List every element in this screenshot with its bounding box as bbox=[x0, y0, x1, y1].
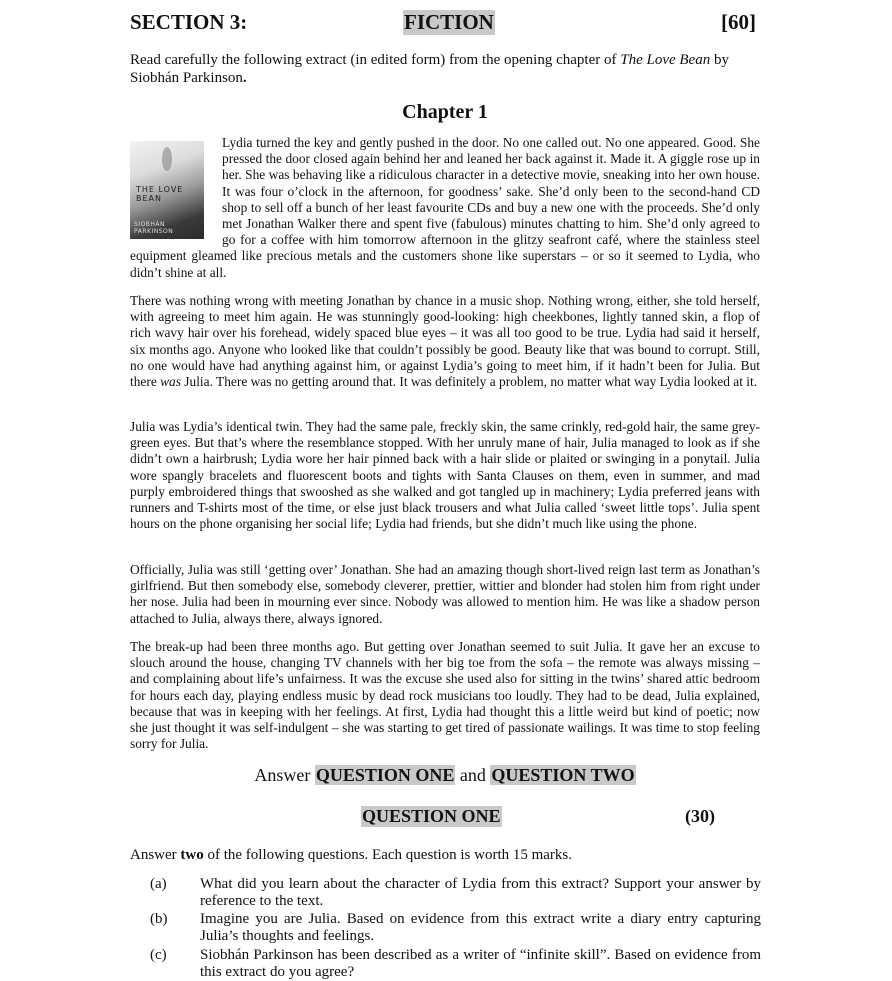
paragraph-3 bbox=[130, 419, 760, 532]
answer-q2: QUESTION TWO bbox=[491, 765, 635, 785]
question-item-c bbox=[150, 947, 761, 981]
question-text: Siobhán Parkinson has been described as a writer of “infinite skill”. Based on evidence from this extract do you agree? bbox=[200, 947, 761, 980]
paragraph-2-text-b: Julia. There was no getting around that. It was definitely a problem, no matter what way Lydia looked at it. bbox=[180, 374, 758, 390]
answer-instruction bbox=[130, 765, 760, 786]
cover-spacer bbox=[130, 135, 222, 247]
answer-two-bold: two bbox=[180, 847, 204, 863]
answer-two-post: of the following questions. Each question is worth 15 marks. bbox=[203, 847, 573, 863]
intro-text bbox=[130, 51, 760, 87]
paragraph-2-text-a: There was nothing wrong with meeting Jonathan by chance in a music shop. Nothing wrong, either, she told herself, with agreeing to meet him again. He was stunningly good-looking: high cheekbones, lightly tanned skin, a flop of rich wavy hair over his forehead, widely spaced blue eyes – it was all too good to be true. Lydia had said it herself, six months ago. Anyone who looked like that couldn’t possibly be good. Beauty like that was bound to corrupt. Still, no one would have had anything against him, or against Lydia’s going to meet him, if it hadn’t been for Julia. But there bbox=[130, 293, 760, 390]
paragraph-5 bbox=[130, 639, 760, 752]
question-item-b bbox=[150, 911, 761, 945]
answer-and: and bbox=[455, 765, 491, 785]
section-header bbox=[130, 10, 760, 36]
answer-q1: QUESTION ONE bbox=[315, 765, 455, 785]
paragraph-3-text: Julia was Lydia’s identical twin. They had the same pale, freckly skin, the same crinkly, red-gold hair, the same grey-green eyes. But that’s where the resemblance stopped. With her unruly mane of hair, Julia managed to look as if she didn’t own a hairbrush; Lydia wore her hair pinned back with a hair slide or plaited or swinging in a ponytail. Julia wore spangly bracelets and fluorescent boots and tights with Santa Clauses on them, even in summer, and mad purply embroidered things that swooshed as she walked and got tangled up in machinery; Lydia preferred jeans with runners and T-shirts most of the time, or else just black trousers and what Julia called ‘sweet little tops’. Julia spent hours on the phone organising her social life; Lydia had friends, but she didn’t much like using the phone. bbox=[130, 419, 760, 532]
intro-end: . bbox=[242, 70, 247, 86]
question-one-header bbox=[130, 806, 760, 830]
question-one-marks: (30) bbox=[685, 806, 715, 826]
paragraph-5-text: The break-up had been three months ago. But getting over Jonathan seemed to suit Julia. It gave her an excuse to slouch around the house, changing TV channels with her big toe from the sofa – the remote was always missing – and complaining about life’s unfairness. It was the excuse she used also for sitting in the twins’ shared attic bedroom for hours each day, playing endless music by dead rock musicians too loudly. They had to be dead, Julia explained, because that was in keeping with her feelings. At first, Lydia had thought this a little weird but kind of poetic; now she just thought it was self-indulgent – she was starting to get tired of passionate wailings. It was time to stop feeling sorry for Julia. bbox=[130, 639, 760, 752]
question-text: Imagine you are Julia. Based on evidence from this extract write a diary entry capturing Julia’s thoughts and feelings. bbox=[200, 911, 761, 944]
paragraph-2 bbox=[130, 293, 760, 390]
paragraph-1-text: Lydia turned the key and gently pushed in the door. No one called out. No one appeared. Good. She pressed the door closed again behind her and leaned her back against it. Made it. A giggle rose up in her. She was behaving like a ridiculous character in a detective movie, sneaking into her own house. It was four o’clock in the afternoon, for goodness’ sake. She’d only been to the second-hand CD shop to sell off a bunch of her least favourite CDs and buy a new one with the proceeds. She’d only met Jonathan Walker there and spent five (fabulous) minutes chatting to him. She’d only agreed to go for a coffee with him tomorrow afternoon in the glitzy seafront café, where the stainless steel equipment gleamed like precious metals and the customers shone like superstars – or so it seemed to Lydia, who didn’t shine at all. bbox=[130, 135, 760, 280]
section-label: SECTION 3: bbox=[130, 10, 248, 34]
question-label: (c) bbox=[150, 947, 167, 963]
paragraph-2-emphasis: was bbox=[160, 374, 181, 390]
question-label: (b) bbox=[150, 911, 168, 927]
answer-pre: Answer bbox=[254, 765, 315, 785]
question-item-a bbox=[150, 876, 761, 910]
answer-two-instruction bbox=[130, 847, 760, 864]
chapter-title: Chapter 1 bbox=[402, 101, 488, 123]
book-title: The Love Bean bbox=[620, 52, 711, 68]
question-text: What did you learn about the character of Lydia from this extract? Support your answer by reference to the text. bbox=[200, 876, 761, 909]
paragraph-1 bbox=[130, 135, 760, 281]
section-marks: [60] bbox=[721, 10, 756, 34]
intro-before: Read carefully the following extract (in edited form) from the opening chapter of bbox=[130, 52, 621, 68]
question-label: (a) bbox=[150, 876, 167, 892]
paragraph-4 bbox=[130, 562, 760, 627]
question-one-title: QUESTION ONE bbox=[362, 806, 501, 826]
paragraph-4-text: Officially, Julia was still ‘getting over’ Jonathan. She had an amazing though short-lived reign last term as Jonathan’s girlfriend. But then somebody else, somebody cleverer, prettier, wittier and blonder had stolen him from right under her nose. Julia had been in mourning ever since. Nobody was allowed to mention him. He was like a shadow person attached to Julia, always there, always ignored. bbox=[130, 562, 760, 626]
section-title: FICTION bbox=[404, 10, 494, 34]
cover-author: SIOBHÁN PARKINSON bbox=[134, 221, 174, 235]
intro-author: by Siobhán Parkinson bbox=[130, 52, 729, 86]
answer-two-pre: Answer bbox=[130, 847, 181, 863]
cover-title: THE LOVE BEAN bbox=[136, 185, 184, 203]
